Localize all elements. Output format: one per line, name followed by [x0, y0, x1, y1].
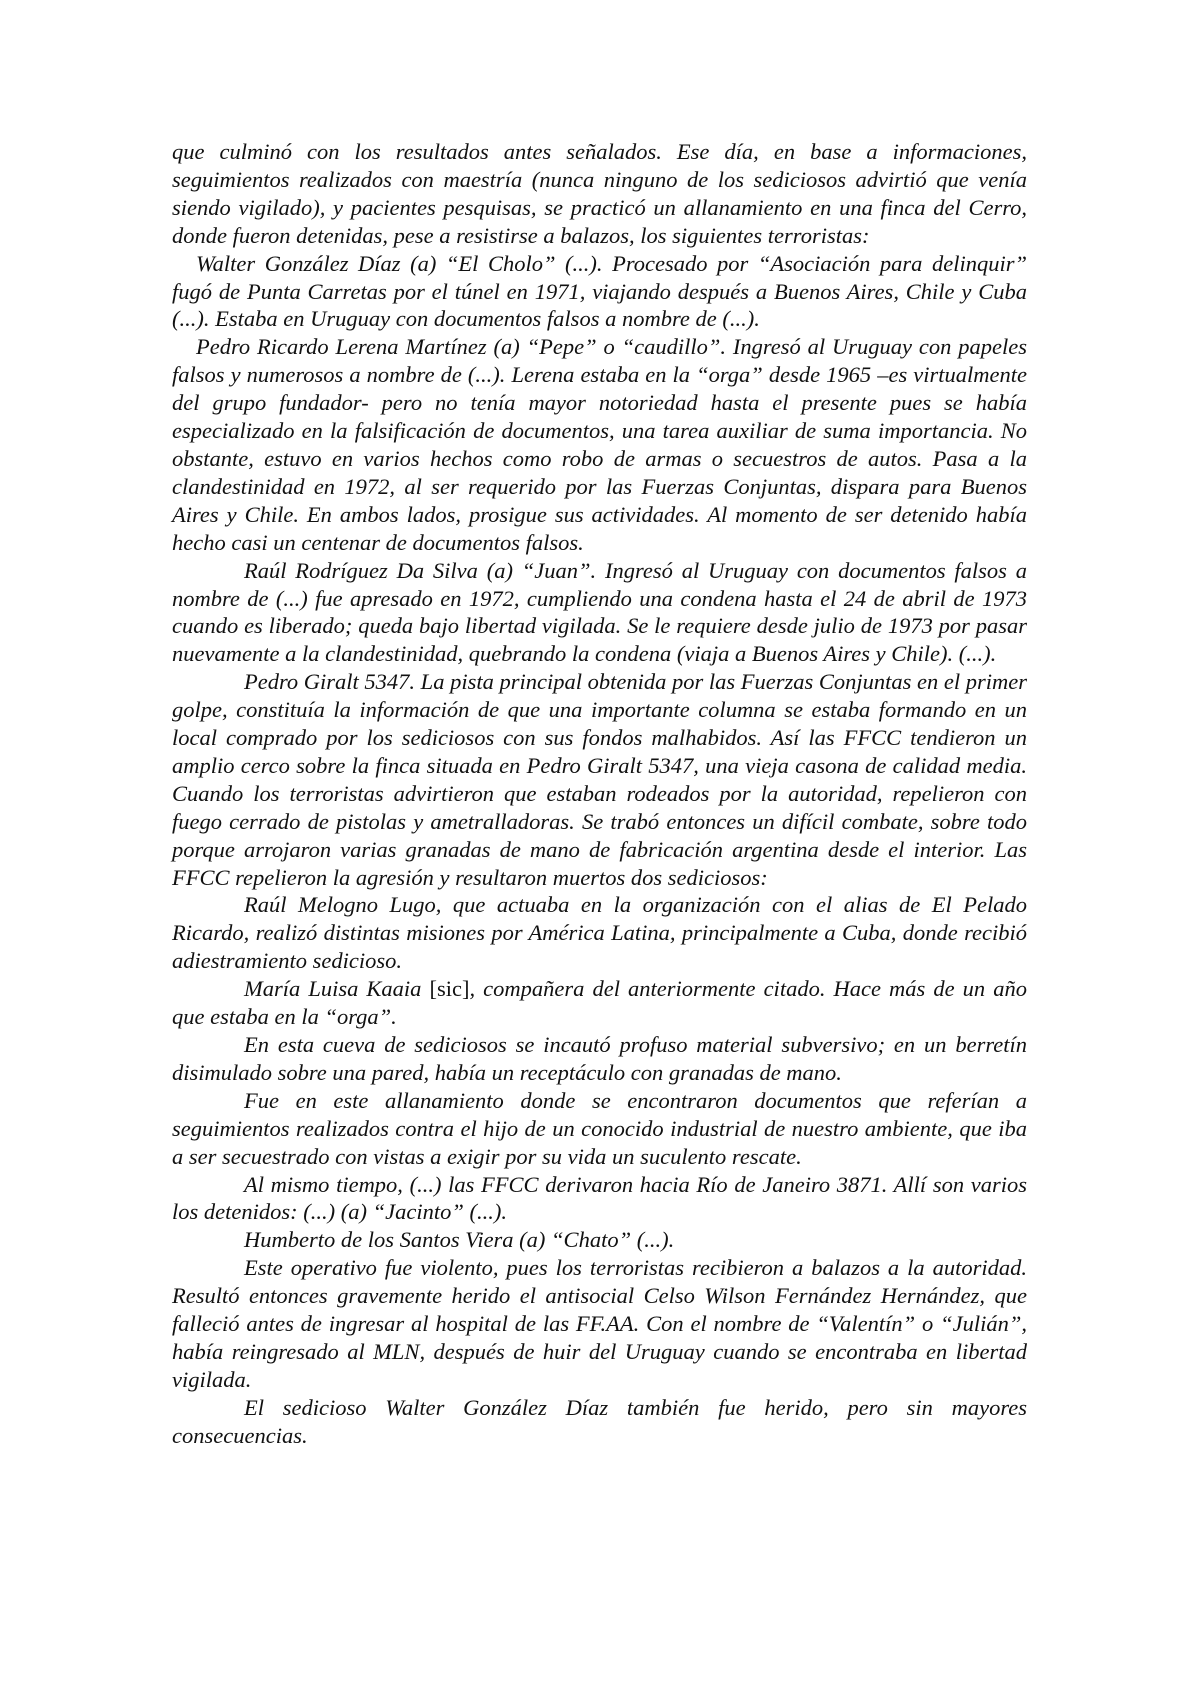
paragraph [172, 333, 1027, 556]
paragraph-text: Walter González Díaz (a) “El Cholo” (...). Procesado por “Asociación para delinquir” fugó de Punta Carretas por el túnel en 1971, viajando después a Buenos Aires, Chile y Cuba (...). Estaba en Uruguay con documentos falsos a nombre de (...). [172, 250, 1027, 332]
paragraph [172, 557, 1027, 669]
paragraph-text: Humberto de los Santos Viera (a) “Chato” (...). [244, 1227, 675, 1253]
body-text [172, 138, 1027, 1450]
paragraph-text: , compañera del anteriormente citado. Hace más de un año que estaba en la “orga”. [172, 976, 1027, 1030]
paragraph [172, 668, 1027, 891]
sic-note: [sic] [429, 976, 470, 1002]
paragraph-text: En esta cueva de sediciosos se incautó profuso material subversivo; en un berretín disimulado sobre una pared, había un receptáculo con granadas de mano. [172, 1032, 1027, 1085]
paragraph-text: Raúl Rodríguez Da Silva (a) “Juan”. Ingresó al Uruguay con documentos falsos a nombre de (...) fue apresado en 1972, cumpliendo una condena hasta el 24 de abril de 1973 cuando es liberado; queda bajo libertad vigilada. Se le requiere desde julio de 1973 por pasar nuevamente a la clandestinidad, quebrando la condena (viaja a Buenos Aires y Chile). (...). [172, 557, 1027, 667]
paragraph [172, 1254, 1027, 1394]
paragraph [172, 250, 1027, 334]
paragraph [172, 1394, 1027, 1450]
paragraph [172, 891, 1027, 975]
paragraph-text: Este operativo fue violento, pues los terroristas recibieron a balazos a la autoridad. Resultó entonces gravemente herido el antisocial Celso Wilson Fernández Hernández, que falleció antes de ingresar al hospital de las FF.AA. Con el nombre de “Valentín” o “Julián”, había reingresado al MLN, después de huir del Uruguay cuando se encontraba en libertad vigilada. [172, 1255, 1027, 1392]
paragraph [172, 138, 1027, 250]
paragraph-text: Pedro Giralt 5347. La pista principal obtenida por las Fuerzas Conjuntas en el primer golpe, constituía la información de que una importante columna se estaba formando en un local comprado por los sediciosos con sus fondos malhabidos. Así las FFCC tendieron un amplio cerco sobre la finca situada en Pedro Giralt 5347, una vieja casona de calidad media. Cuando los terroristas advirtieron que estaban rodeados por la autoridad, repelieron con fuego cerrado de pistolas y ametralladoras. Se trabó entonces un difícil combate, sobre todo porque arrojaron varias granadas de mano de fabricación argentina desde el interior. Las FFCC repelieron la agresión y resultaron muertos dos sediciosos: [172, 669, 1027, 890]
paragraph [172, 1031, 1027, 1087]
paragraph-text: María Luisa Kaaia [244, 976, 430, 1002]
paragraph [172, 975, 1027, 1031]
paragraph [172, 1226, 1027, 1254]
paragraph-text: Pedro Ricardo Lerena Martínez (a) “Pepe” o “caudillo”. Ingresó al Uruguay con papeles falsos y numerosos a nombre de (...). Lerena estaba en la “orga” desde 1965 –es virtualmente del grupo fundador- pero no tenía mayor notoriedad hasta el presente pues se había especializado en la falsificación de documentos, una tarea auxiliar de suma importancia. No obstante, estuvo en varios hechos como robo de armas o secuestros de autos. Pasa a la clandestinidad en 1972, al ser requerido por las Fuerzas Conjuntas, dispara para Buenos Aires y Chile. En ambos lados, prosigue sus actividades. Al momento de ser detenido había hecho casi un centenar de documentos falsos. [172, 334, 1027, 555]
paragraph-text: Fue en este allanamiento donde se encontraron documentos que referían a seguimientos realizados contra el hijo de un conocido industrial de nuestro ambiente, que iba a ser secuestrado con vistas a exigir por su vida un suculento rescate. [172, 1087, 1027, 1169]
paragraph-text: Al mismo tiempo, (...) las FFCC derivaron hacia Río de Janeiro 3871. Allí son varios los detenidos: (...) (a) “Jacinto” (...). [172, 1171, 1027, 1225]
paragraph-text: El sedicioso Walter González Díaz también fue herido, pero sin mayores consecuencias. [172, 1394, 1027, 1448]
paragraph-text: que culminó con los resultados antes señalados. Ese día, en base a informaciones, seguimientos realizados con maestría (nunca ninguno de los sediciosos advirtió que venía siendo vigilado), y pacientes pesquisas, se practicó un allanamiento en una finca del Cerro, donde fueron detenidas, pese a resistirse a balazos, los siguientes terroristas: [172, 139, 1027, 248]
paragraph [172, 1087, 1027, 1171]
paragraph [172, 1171, 1027, 1227]
paragraph-text: Raúl Melogno Lugo, que actuaba en la organización con el alias de El Pelado Ricardo, realizó distintas misiones por América Latina, principalmente a Cuba, donde recibió adiestramiento sedicioso. [172, 892, 1027, 974]
